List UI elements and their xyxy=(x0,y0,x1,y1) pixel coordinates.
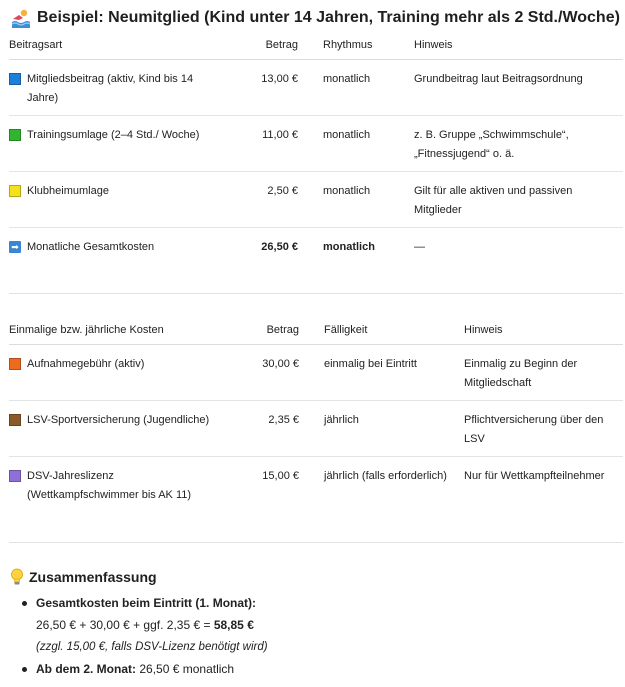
fee-note: Gilt für alle aktiven und passiven Mitglieder xyxy=(400,171,623,227)
fee-label: Monatliche Gesamtkosten xyxy=(27,240,155,253)
fee-label: Aufnahmegebühr (aktiv) xyxy=(27,357,145,370)
fee-label: DSV-Jahreslizenz (Wettkampfschwimmer bis AK 11) xyxy=(27,469,192,501)
summary-list xyxy=(20,592,620,680)
column-header-type: Beitragsart xyxy=(9,31,214,59)
purple-square-icon xyxy=(9,470,21,482)
fee-rhythm: monatlich xyxy=(323,240,375,253)
summary-heading xyxy=(10,566,157,588)
table-header-row xyxy=(9,31,623,59)
fee-note: Pflichtversicherung über den LSV xyxy=(449,400,623,456)
table-row xyxy=(9,171,623,227)
right-arrow-icon: ➡ xyxy=(9,241,21,253)
summary-formula xyxy=(36,614,620,636)
fee-rhythm: monatlich xyxy=(298,115,400,171)
section-divider xyxy=(9,293,623,294)
column-header-rhythm: Rhythmus xyxy=(298,31,400,59)
fee-note: z. B. Gruppe „Schwimmschule“, „Fitnessjugend“ o. ä. xyxy=(400,115,623,171)
column-header-note: Hinweis xyxy=(400,31,623,59)
yellow-square-icon xyxy=(9,185,21,197)
fee-note: Grundbeitrag laut Beitragsordnung xyxy=(400,59,623,115)
blue-square-icon xyxy=(9,73,21,85)
fee-label: LSV-Sportversicherung (Jugendliche) xyxy=(27,413,210,426)
column-header-note: Hinweis xyxy=(449,316,623,344)
fee-label: Mitgliedsbeitrag (aktiv, Kind bis 14 Jahre) xyxy=(27,72,194,104)
table-row xyxy=(9,344,623,400)
onetime-fees-table xyxy=(9,316,623,512)
fee-note: Nur für Wettkampfteilnehmer xyxy=(464,469,605,482)
fee-label: Klubheimumlage xyxy=(27,184,109,197)
table-header-row xyxy=(9,316,623,344)
table-row xyxy=(9,59,623,115)
column-header-type: Einmalige bzw. jährliche Kosten xyxy=(9,316,214,344)
bullet xyxy=(22,601,27,606)
fee-amount: 26,50 € xyxy=(261,240,298,253)
fee-label: Trainingsumlage (2–4 Std./ Woche) xyxy=(27,128,200,141)
summary-item-label: Gesamtkosten beim Eintritt (1. Monat): xyxy=(36,596,257,610)
fee-note: — xyxy=(414,240,425,253)
fee-amount: 13,00 € xyxy=(214,59,298,115)
fee-due: einmalig bei Eintritt xyxy=(299,344,449,400)
fee-amount: 2,50 € xyxy=(214,171,298,227)
column-header-amount: Betrag xyxy=(214,31,298,59)
list-item xyxy=(20,658,620,680)
fee-rhythm: monatlich xyxy=(298,59,400,115)
bullet xyxy=(22,667,27,672)
summary-formula-text: 26,50 € + 30,00 € + ggf. 2,35 € = xyxy=(36,618,214,632)
summary-item-label: Ab dem 2. Monat: xyxy=(36,662,137,676)
person-swimming-icon xyxy=(10,7,32,29)
table-row xyxy=(9,115,623,171)
fee-amount: 11,00 € xyxy=(214,115,298,171)
fee-amount: 15,00 € xyxy=(262,469,299,482)
table-row xyxy=(9,400,623,456)
fee-due: jährlich xyxy=(299,400,449,456)
green-square-icon xyxy=(9,129,21,141)
page-title xyxy=(10,6,620,30)
fee-amount: 2,35 € xyxy=(214,400,299,456)
summary-heading-text: Zusammenfassung xyxy=(29,569,157,585)
fee-amount: 30,00 € xyxy=(214,344,299,400)
page-title-text: Beispiel: Neumitglied (Kind unter 14 Jahren, Training mehr als 2 Std./Woche) xyxy=(37,9,620,26)
fee-rhythm: monatlich xyxy=(298,171,400,227)
column-header-due: Fälligkeit xyxy=(299,316,449,344)
brown-square-icon xyxy=(9,414,21,426)
section-divider xyxy=(9,542,623,543)
fee-note: Einmalig zu Beginn der Mitgliedschaft xyxy=(449,344,623,400)
summary-item-value: 26,50 € monatlich xyxy=(136,662,235,676)
monthly-fees-table xyxy=(9,31,623,283)
orange-square-icon xyxy=(9,358,21,370)
light-bulb-icon xyxy=(10,568,24,586)
table-row xyxy=(9,456,623,512)
column-header-amount: Betrag xyxy=(214,316,299,344)
summary-result: 58,85 € xyxy=(213,618,254,632)
fee-due: jährlich (falls erforderlich) xyxy=(324,469,447,482)
table-row-total xyxy=(9,227,623,283)
summary-note: (zzgl. 15,00 €, falls DSV-Lizenz benötigt wird) xyxy=(36,641,268,653)
list-item xyxy=(20,592,620,658)
